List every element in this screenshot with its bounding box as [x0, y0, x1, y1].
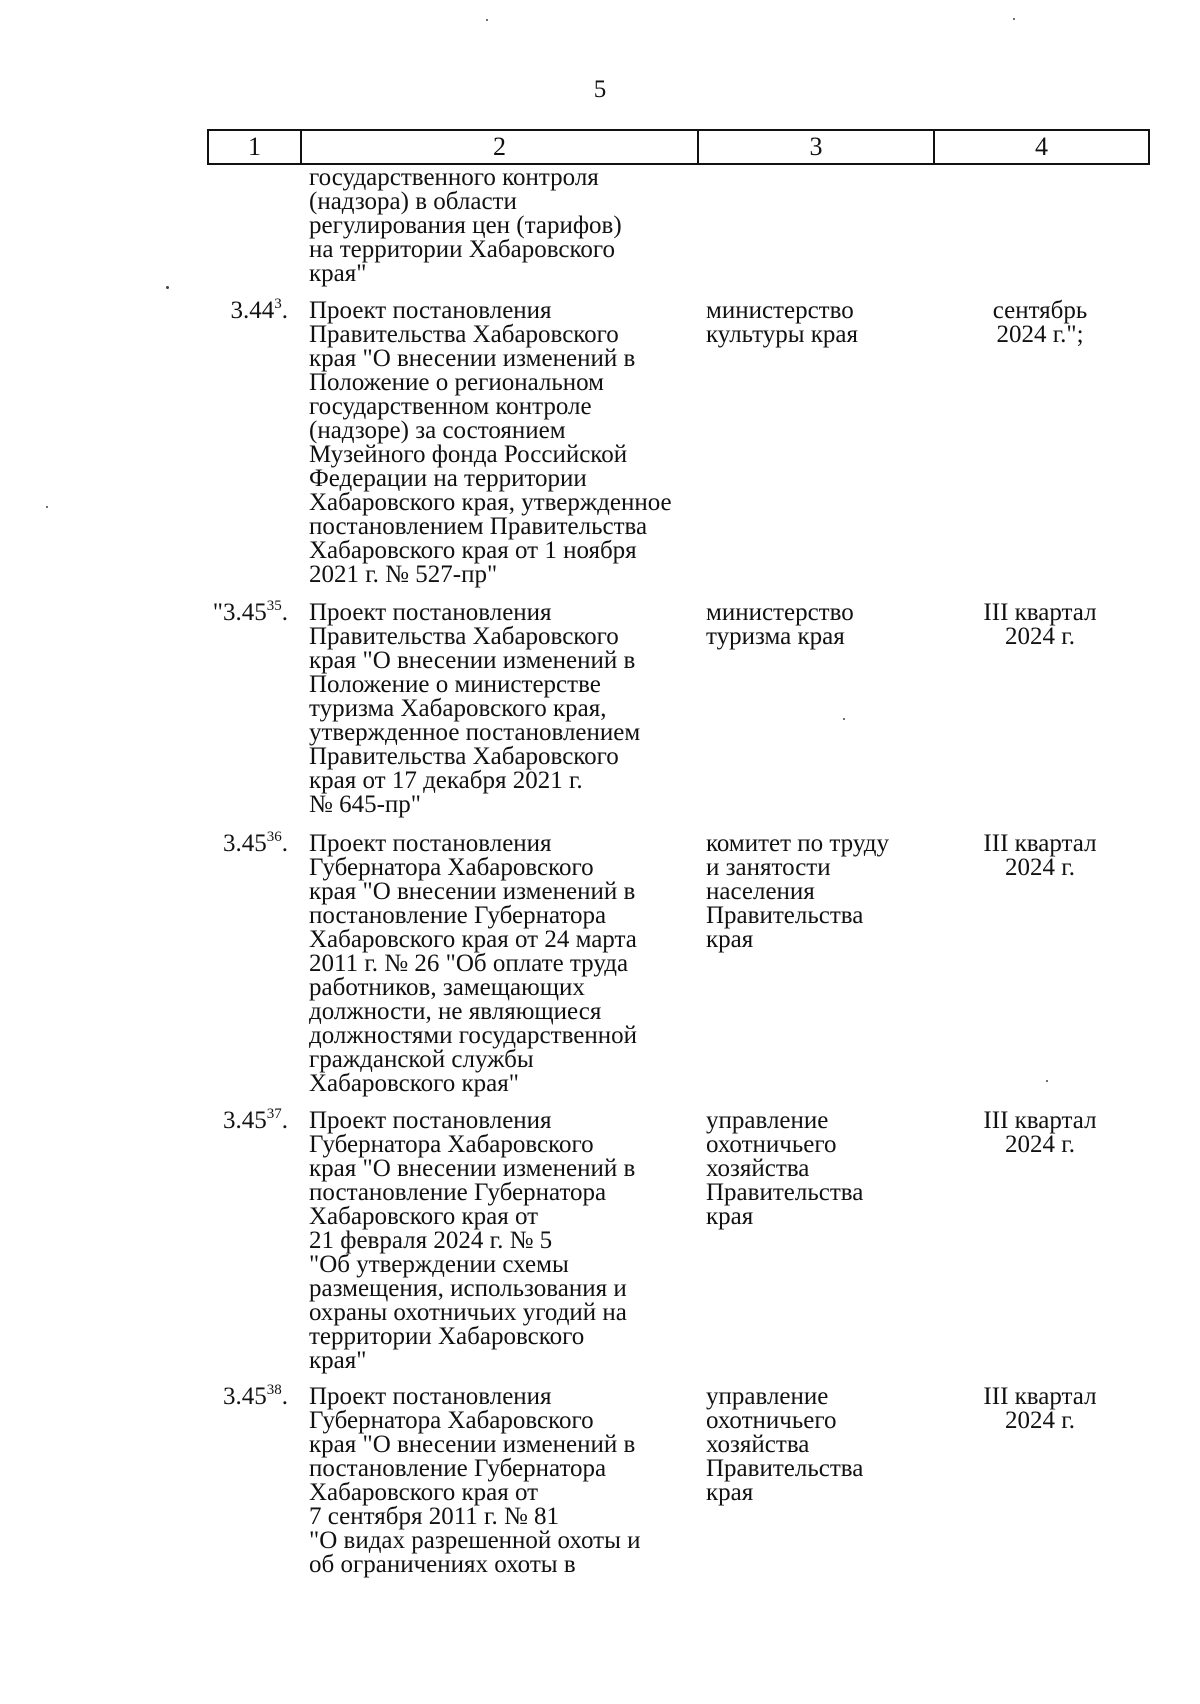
column-header-1: 1 — [248, 132, 261, 161]
item-number: 3.45$^{36}$. — [223, 829, 288, 857]
page-number: 5 — [593, 76, 607, 103]
item-description: Проект постановления Губернатора Хабаровского края "О внесении изменений в постановление Губернатора Хабаровского края от 7 сентября 2011 г. № 81 "О видах разрешенной охоты и об ограничениях охоты в — [309, 1383, 641, 1578]
item-description: Проект постановления Губернатора Хабаровского края "О внесении изменений в постановление Губернатора Хабаровского края от 24 марта 2011 г. № 26 "Об оплате труда работников, замещающих должности, не являющиеся должностями государственной гражданской службы Хабаровского края" — [309, 830, 637, 1097]
item-number: 3.45$^{37}$. — [223, 1106, 288, 1134]
table-header — [207, 129, 1150, 165]
item-term: III квартал 2024 г. — [983, 1383, 1097, 1434]
scan-speck — [1046, 1080, 1048, 1082]
item-term: III квартал 2024 г. — [983, 599, 1097, 650]
item-executor: управление охотничьего хозяйства Правительства края — [706, 1107, 864, 1230]
column-header-2: 2 — [300, 131, 697, 163]
item-executor: министерство культуры края — [706, 297, 859, 348]
scan-speck — [486, 19, 488, 21]
item-number: "3.45$^{35}$. — [212, 598, 288, 626]
item-description: Проект постановления Правительства Хабаровского края "О внесении изменений в Положение о региональном государственном контроле (надзоре) за состоянием Музейного фонда Российской Федерации на территории Хабаровского края, утвержденное постановлением Правительства Хабаровского края от 1 ноября 2021 г. № 527-пр" — [309, 297, 672, 588]
continuation-description: государственного контроля (надзора) в области регулирования цен (тарифов) на территории Хабаровского края" — [309, 164, 622, 287]
scan-speck — [843, 718, 845, 720]
item-executor: министерство туризма края — [706, 599, 854, 650]
item-number: 3.44$^3$. — [230, 296, 288, 324]
item-description: Проект постановления Губернатора Хабаровского края "О внесении изменений в постановление Губернатора Хабаровского края от 21 февраля 2024 г. № 5 "Об утверждении схемы размещения, использования и охраны охотничьих угодий на территории Хабаровского края" — [309, 1107, 636, 1374]
item-term: сентябрь 2024 г."; — [992, 297, 1088, 348]
column-header-4: 4 — [933, 131, 1148, 163]
item-term: III квартал 2024 г. — [983, 1107, 1097, 1158]
item-executor: комитет по труду и занятости населения Правительства края — [706, 830, 889, 953]
scan-speck — [1013, 18, 1015, 20]
item-term: III квартал 2024 г. — [983, 830, 1097, 881]
item-executor: управление охотничьего хозяйства Правительства края — [706, 1383, 864, 1506]
scan-speck — [166, 286, 169, 289]
column-header-3: 3 — [697, 131, 933, 163]
item-description: Проект постановления Правительства Хабаровского края "О внесении изменений в Положение о министерстве туризма Хабаровского края, утвержденное постановлением Правительства Хабаровского края от 17 декабря 2021 г. № 645-пр" — [309, 599, 641, 818]
scan-speck — [46, 506, 48, 508]
item-number: 3.45$^{38}$. — [223, 1382, 288, 1410]
